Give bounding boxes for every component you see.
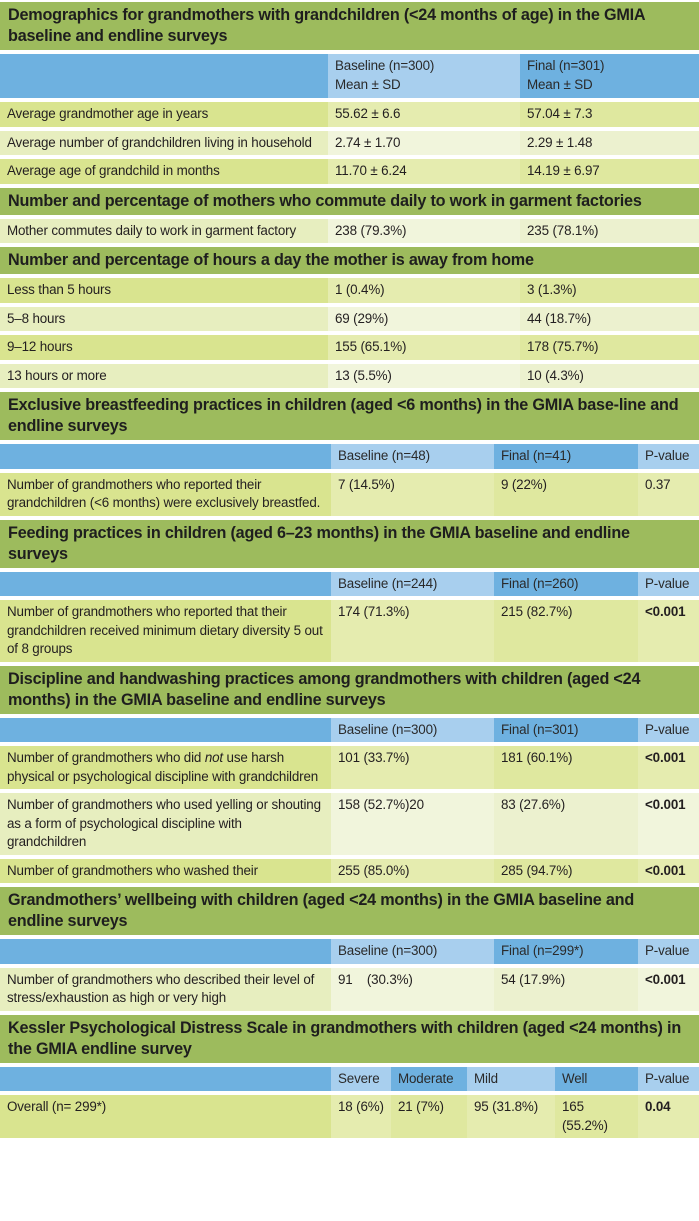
table-header xyxy=(0,444,699,469)
p-value: <0.001 xyxy=(638,600,699,662)
baseline-value: 55.62 ± 6.6 xyxy=(328,102,520,127)
final-value: 44 (18.7%) xyxy=(520,307,699,332)
section-kessler xyxy=(0,1015,699,1139)
header-p-value: P-value xyxy=(638,718,699,743)
header-label-cell xyxy=(0,444,331,469)
header-baseline xyxy=(328,54,520,98)
final-value: 3 (1.3%) xyxy=(520,278,699,303)
section-title: Feeding practices in children (aged 6–23 months) in the GMIA baseline and endline surveys xyxy=(0,520,699,568)
table-header xyxy=(0,572,699,597)
section-wellbeing xyxy=(0,887,699,1011)
header-final: Final (n=260) xyxy=(494,572,638,597)
table-row xyxy=(0,335,699,360)
section-title: Discipline and handwashing practices among grandmothers with children (aged <24 months) in the GMIA baseline and endline surveys xyxy=(0,666,699,714)
table-row xyxy=(0,1095,699,1138)
row-label: Number of grandmothers who washed their xyxy=(0,859,331,884)
table-row xyxy=(0,600,699,662)
mild-value: 95 (31.8%) xyxy=(467,1095,555,1138)
row-label: Number of grandmothers who described their level of stress/exhaustion as high or very high xyxy=(0,968,331,1011)
final-value: 215 (82.7%) xyxy=(494,600,638,662)
baseline-value: 91 (30.3%) xyxy=(331,968,494,1011)
final-value: 54 (17.9%) xyxy=(494,968,638,1011)
table-row xyxy=(0,364,699,389)
table-row xyxy=(0,219,699,244)
final-value: 2.29 ± 1.48 xyxy=(520,131,699,156)
header-baseline-sub: Mean ± SD xyxy=(335,76,401,92)
header-baseline: Baseline (n=48) xyxy=(331,444,494,469)
header-mild: Mild xyxy=(467,1067,555,1092)
row-label: 5–8 hours xyxy=(0,307,328,332)
p-value: <0.001 xyxy=(638,968,699,1011)
header-final-label: Final (n=301) xyxy=(527,58,605,73)
final-value: 10 (4.3%) xyxy=(520,364,699,389)
table-header xyxy=(0,1067,699,1092)
section-hours-away xyxy=(0,247,699,388)
header-p-value: P-value xyxy=(638,1067,699,1092)
table-row xyxy=(0,159,699,184)
table-row xyxy=(0,102,699,127)
final-value: 9 (22%) xyxy=(494,473,638,516)
table-row xyxy=(0,131,699,156)
header-final: Final (n=299*) xyxy=(494,939,638,964)
section-title: Number and percentage of mothers who commute daily to work in garment factories xyxy=(0,188,699,215)
section-title: Kessler Psychological Distress Scale in grandmothers with children (aged <24 months) in the GMIA endline survey xyxy=(0,1015,699,1063)
baseline-value: 1 (0.4%) xyxy=(328,278,520,303)
header-p-value: P-value xyxy=(638,939,699,964)
baseline-value: 11.70 ± 6.24 xyxy=(328,159,520,184)
baseline-value: 101 (33.7%) xyxy=(331,746,494,789)
row-label: Less than 5 hours xyxy=(0,278,328,303)
table-header xyxy=(0,939,699,964)
well-value: 165 (55.2%) xyxy=(555,1095,638,1138)
header-label-cell xyxy=(0,939,331,964)
final-value: 83 (27.6%) xyxy=(494,793,638,855)
header-label-cell xyxy=(0,718,331,743)
section-feeding xyxy=(0,520,699,662)
row-label: 9–12 hours xyxy=(0,335,328,360)
row-label: Number of grandmothers who reported their grandchildren (<6 months) were exclusively breastfed. xyxy=(0,473,331,516)
row-label-emphasis: not xyxy=(204,750,223,765)
header-baseline: Baseline (n=300) xyxy=(331,939,494,964)
header-label-cell xyxy=(0,572,331,597)
table-row xyxy=(0,278,699,303)
header-final: Final (n=41) xyxy=(494,444,638,469)
header-severe: Severe xyxy=(331,1067,391,1092)
header-baseline: Baseline (n=300) xyxy=(331,718,494,743)
row-label: Number of grandmothers who reported that their grandchildren received minimum dietary diversity 5 out of 8 groups xyxy=(0,600,331,662)
row-label: 13 hours or more xyxy=(0,364,328,389)
final-value: 285 (94.7%) xyxy=(494,859,638,884)
p-value: <0.001 xyxy=(638,746,699,789)
header-well: Well xyxy=(555,1067,638,1092)
section-title: Grandmothers’ wellbeing with children (aged <24 months) in the GMIA baseline and endline surveys xyxy=(0,887,699,935)
baseline-value: 174 (71.3%) xyxy=(331,600,494,662)
p-value: 0.37 xyxy=(638,473,699,516)
row-label: Overall (n= 299*) xyxy=(0,1095,331,1138)
final-value: 235 (78.1%) xyxy=(520,219,699,244)
header-label-cell xyxy=(0,1067,331,1092)
row-label: Average number of grandchildren living in household xyxy=(0,131,328,156)
table-row xyxy=(0,473,699,516)
table-row xyxy=(0,859,699,884)
header-final-sub: Mean ± SD xyxy=(527,76,593,92)
table-header xyxy=(0,54,699,98)
header-p-value: P-value xyxy=(638,572,699,597)
row-label: Average age of grandchild in months xyxy=(0,159,328,184)
p-value: 0.04 xyxy=(638,1095,699,1138)
row-label: Number of grandmothers who used yelling or shouting as a form of psychological discipline with grandchildren xyxy=(0,793,331,855)
section-demographics xyxy=(0,2,699,184)
header-final xyxy=(520,54,699,98)
header-moderate: Moderate xyxy=(391,1067,467,1092)
section-discipline xyxy=(0,666,699,884)
row-label: Average grandmother age in years xyxy=(0,102,328,127)
section-title: Demographics for grandmothers with grandchildren (<24 months of age) in the GMIA baseline and endline surveys xyxy=(0,2,699,50)
baseline-value: 158 (52.7%)20 xyxy=(331,793,494,855)
row-label: Mother commutes daily to work in garment factory xyxy=(0,219,328,244)
table-row xyxy=(0,746,699,789)
severe-value: 18 (6%) xyxy=(331,1095,391,1138)
row-label-pre: Number of grandmothers who did xyxy=(7,750,205,765)
section-title: Number and percentage of hours a day the mother is away from home xyxy=(0,247,699,274)
baseline-value: 238 (79.3%) xyxy=(328,219,520,244)
table-row xyxy=(0,793,699,855)
header-p-value: P-value xyxy=(638,444,699,469)
moderate-value: 21 (7%) xyxy=(391,1095,467,1138)
final-value: 14.19 ± 6.97 xyxy=(520,159,699,184)
baseline-value: 69 (29%) xyxy=(328,307,520,332)
row-label-post: use harsh physical or psychological discipline with grandchildren xyxy=(7,750,319,784)
table-row xyxy=(0,968,699,1011)
final-value: 57.04 ± 7.3 xyxy=(520,102,699,127)
baseline-value: 155 (65.1%) xyxy=(328,335,520,360)
header-label-cell xyxy=(0,54,328,98)
p-value: <0.001 xyxy=(638,793,699,855)
header-final: Final (n=301) xyxy=(494,718,638,743)
header-baseline: Baseline (n=244) xyxy=(331,572,494,597)
baseline-value: 7 (14.5%) xyxy=(331,473,494,516)
row-label xyxy=(0,746,331,789)
baseline-value: 255 (85.0%) xyxy=(331,859,494,884)
final-value: 178 (75.7%) xyxy=(520,335,699,360)
table-row xyxy=(0,307,699,332)
final-value: 181 (60.1%) xyxy=(494,746,638,789)
table-header xyxy=(0,718,699,743)
section-breastfeeding xyxy=(0,392,699,516)
header-baseline-label: Baseline (n=300) xyxy=(335,58,435,73)
section-title: Exclusive breastfeeding practices in children (aged <6 months) in the GMIA base-line and endline surveys xyxy=(0,392,699,440)
section-commute xyxy=(0,188,699,244)
baseline-value: 13 (5.5%) xyxy=(328,364,520,389)
p-value: <0.001 xyxy=(638,859,699,884)
baseline-value: 2.74 ± 1.70 xyxy=(328,131,520,156)
